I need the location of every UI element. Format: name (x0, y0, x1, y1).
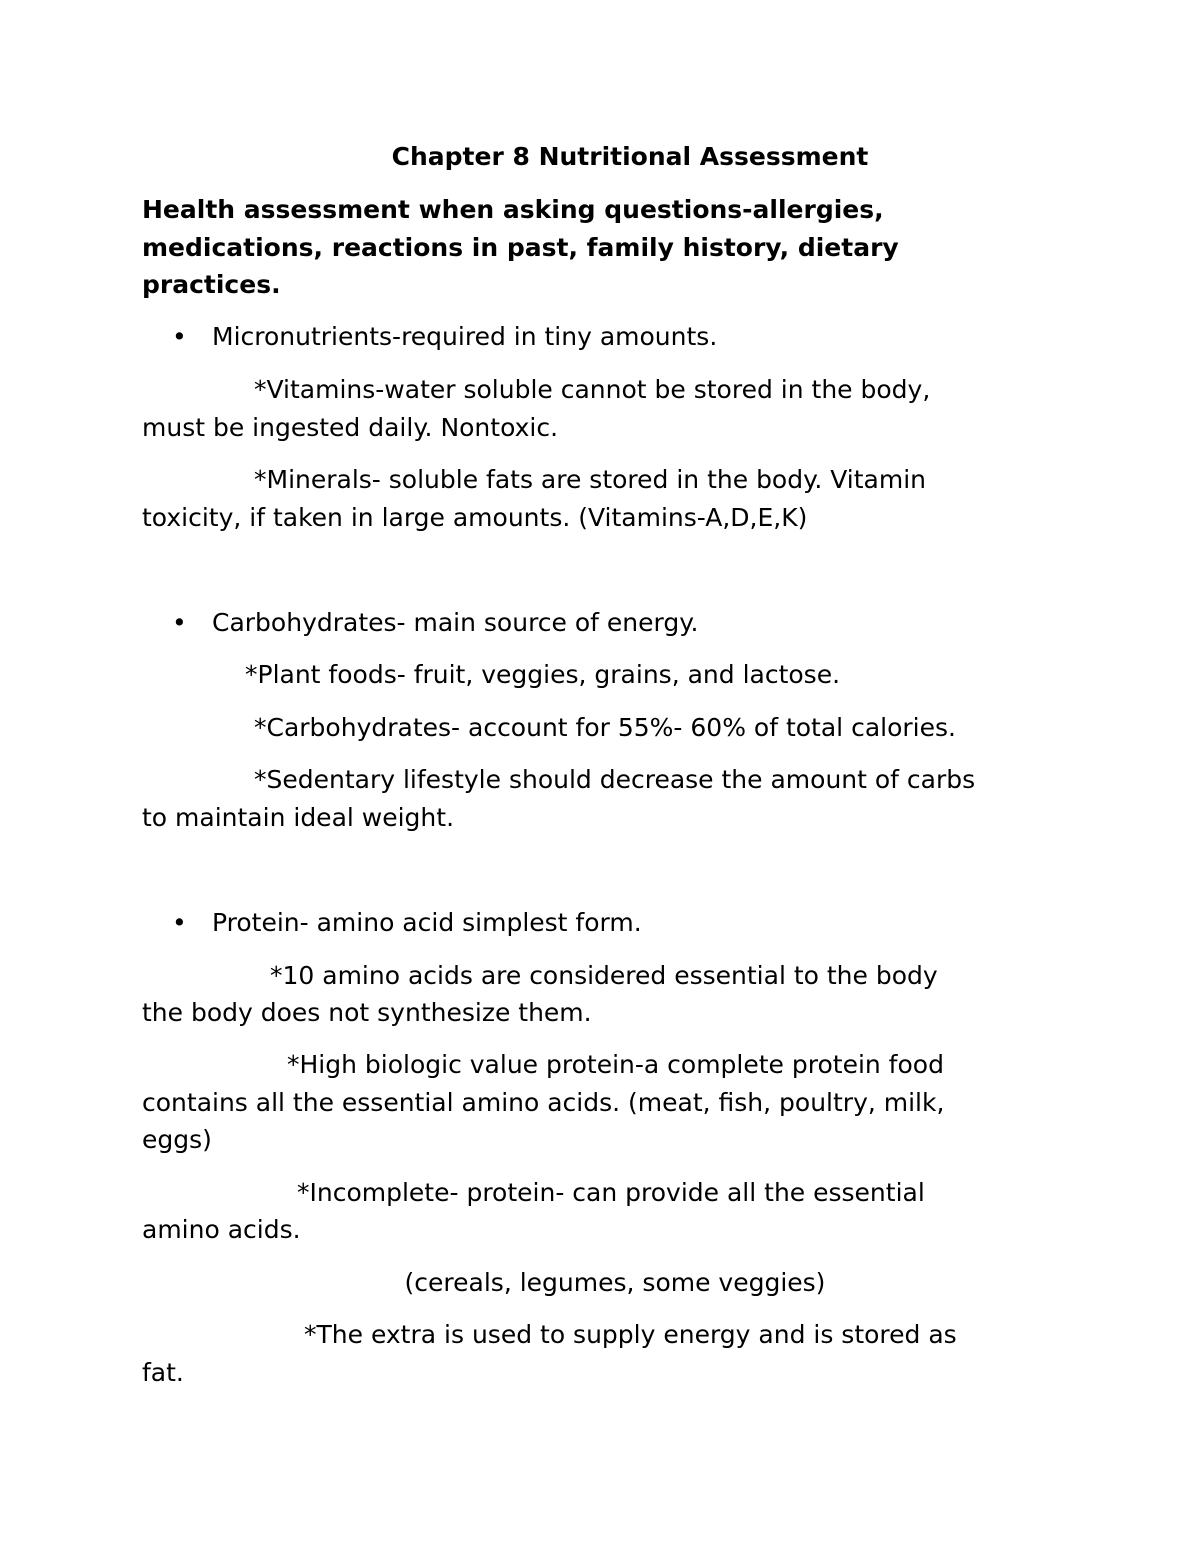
plant-foods-line: *Plant foods- fruit, veggies, grains, and lactose. (245, 660, 841, 689)
bullet-icon: • (172, 608, 187, 637)
incomplete-examples-line: (cereals, legumes, some veggies) (404, 1268, 826, 1297)
incomplete-line-2: amino acids. (142, 1215, 301, 1244)
sedentary-line-2: to maintain ideal weight. (142, 803, 455, 832)
extra-line-1: *The extra is used to supply energy and is stored as (304, 1320, 957, 1349)
vitamins-line-1: *Vitamins-water soluble cannot be stored in the body, (254, 375, 931, 404)
bullet-micronutrients (172, 322, 717, 352)
vitamins-line-2: must be ingested daily. Nontoxic. (142, 413, 559, 442)
intro-line-2: medications, reactions in past, family history, dietary (142, 233, 899, 262)
bullet-label: Micronutrients-required in tiny amounts. (212, 322, 718, 351)
bullet-protein (172, 908, 642, 938)
extra-line-2: fat. (142, 1358, 184, 1387)
bullet-label: Protein- amino acid simplest form. (212, 908, 642, 937)
bullet-icon: • (172, 908, 187, 937)
intro-line-1: Health assessment when asking questions-allergies, (142, 195, 884, 224)
incomplete-line-1: *Incomplete- protein- can provide all the essential (297, 1178, 925, 1207)
sedentary-line-1: *Sedentary lifestyle should decrease the amount of carbs (254, 765, 976, 794)
high-biologic-line-1: *High biologic value protein-a complete protein food (287, 1050, 944, 1079)
bullet-label: Carbohydrates- main source of energy. (212, 608, 699, 637)
page-title: Chapter 8 Nutritional Assessment (391, 142, 869, 171)
essential-line-2: the body does not synthesize them. (142, 998, 592, 1027)
bullet-icon: • (172, 322, 187, 351)
intro-line-3: practices. (142, 270, 281, 299)
carb-calories-line: *Carbohydrates- account for 55%- 60% of total calories. (254, 713, 956, 742)
minerals-line-1: *Minerals- soluble fats are stored in the body. Vitamin (254, 465, 926, 494)
bullet-carbohydrates (172, 608, 698, 638)
high-biologic-line-3: eggs) (142, 1125, 212, 1154)
essential-line-1: *10 amino acids are considered essential to the body (270, 961, 938, 990)
high-biologic-line-2: contains all the essential amino acids. (meat, fish, poultry, milk, (142, 1088, 945, 1117)
minerals-line-2: toxicity, if taken in large amounts. (Vitamins-A,D,E,K) (142, 503, 808, 532)
